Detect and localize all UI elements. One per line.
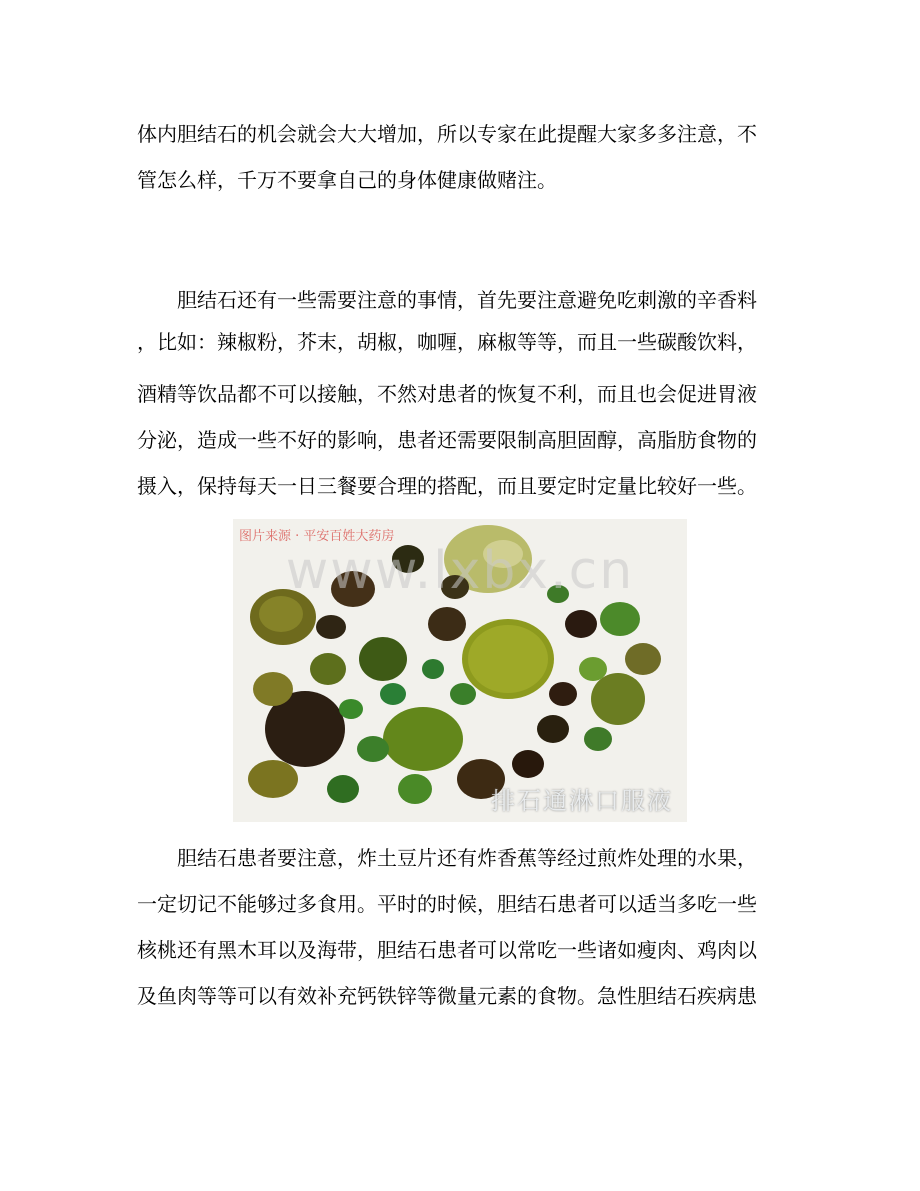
paragraph-1-line-2: 管怎么样，千万不要拿自己的身体健康做赌注。	[137, 168, 557, 192]
paragraph-2-line-2: ，比如：辣椒粉，芥末，胡椒，咖喱，麻椒等等，而且一些碳酸饮料，	[137, 330, 757, 354]
paragraph-2-line-4: 分泌，造成一些不好的影响，患者还需要限制高胆固醇，高脂肪食物的	[137, 428, 757, 452]
paragraph-2-line-5: 摄入，保持每天一日三餐要合理的搭配，而且要定时定量比较好一些。	[137, 474, 757, 498]
gallstones-image	[233, 519, 687, 822]
paragraph-2-line-1: 胆结石还有一些需要注意的事情，首先要注意避免吃刺激的辛香料	[137, 288, 757, 312]
paragraph-3-line-1: 胆结石患者要注意，炸土豆片还有炸香蕉等经过煎炸处理的水果，	[137, 846, 757, 870]
paragraph-2-line-3: 酒精等饮品都不可以接触，不然对患者的恢复不利，而且也会促进胃液	[137, 382, 757, 406]
paragraph-1-line-1: 体内胆结石的机会就会大大增加，所以专家在此提醒大家多多注意，不	[137, 122, 757, 146]
paragraph-3-line-4: 及鱼肉等等可以有效补充钙铁锌等微量元素的食物。急性胆结石疾病患	[137, 984, 757, 1008]
image-source-caption: 图片来源 · 平安百姓大药房	[239, 529, 395, 544]
paragraph-3-line-2: 一定切记不能够过多食用。平时的时候，胆结石患者可以适当多吃一些	[137, 892, 757, 916]
image-watermark-site: www.lxbx.cn	[285, 541, 635, 601]
image-watermark-product: 排石通淋口服液	[491, 787, 673, 815]
paragraph-3-line-3: 核桃还有黑木耳以及海带，胆结石患者可以常吃一些诸如瘦肉、鸡肉以	[137, 938, 757, 962]
